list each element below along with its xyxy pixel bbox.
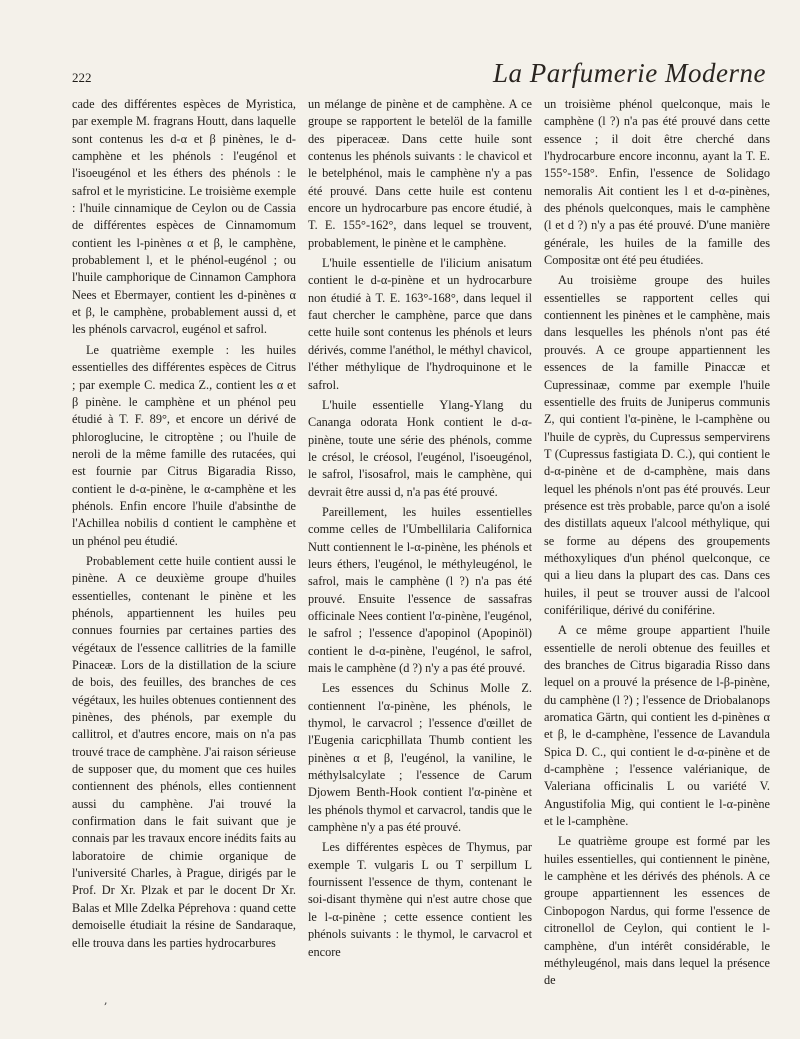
paragraph: Pareillement, les huiles essentielles comme celles de l'Umbellilaria Californica Nutt contiennent le l-α-pinène, les phénols et leurs éthers, l'eugénol, le méthyleugénol, le safrol, mais le camphène (l ?) n'a pas été prouvé. Ensuite l'essence de sassafras officinale Nees contient l'α-pinène, l'eugénol, le safrol ; l'essence d'apopinol (Apopinöl) contient le d-α-pinène, l'eugénol, le safrol, mais le camphène (d ?) n'y a pas été prouvé.	[308, 504, 532, 675]
paragraph: un mélange de pinène et de camphène. A ce groupe se rapportent le betelöl de la famille des piperaceæ. Dans cette huile sont contenus les phénols suivants : le chavicol et le betelphénol, mais le camphène n'y a pas été prouvé. Dans cette huile est contenu encore un hydrocarbure pas encore étudié, à T. E. 155°-162°, dans lequel se trouvent, probablement, le pinène et le camphène.	[308, 97, 532, 250]
print-speck: ,	[104, 994, 108, 1007]
journal-title: La Parfumerie Moderne	[493, 58, 766, 88]
paragraph: A ce même groupe appartient l'huile essentielle de neroli obtenue des feuilles et des branches de Citrus bigaradia Risso dans lequel on a prouvé la présence de l-β-pinène, du camphène (l ?) ; l'essence de Driobalanops aromatica Gärtn, qui contient les d-pinènes α et β, le d-camphène, l'essence de Lavandula Spica D. C., qui contient le d-α-pinène et de d-camphène ; l'essence valérianique, de Valeriana officinalis L ou variété V. Angustifolia Mig, qui contient le l-α-pinène et le l-camphène.	[544, 623, 770, 829]
page-number: 222	[72, 70, 92, 85]
text-column-3	[544, 96, 770, 990]
paragraph: Au troisième groupe des huiles essentielles se rapportent celles qui contiennent les pinènes et le camphène, mais dans lesquelles les phénols n'ont pas été prouvés. A ce groupe appartiennent les essences de la famille Pinaccæ et Cupressinaæ, comme par exemple l'huile essentielle des fruits de Juniperus communis Z, qui contient l'α-pinène, le l-camphène ou l'huile de cyprès, du Cupressus sempervirens T (Cupressus fastigiata D. C.), qui contient le d-α-pinène et de d-camphène, mais dans lequel les phénols n'ont pas été prouvés. Leur présence est très probable, parce qu'on a isolé des distillats aqueux l'alcool méthylique, qui se forme au dépens des groupements méthoxyliques d'un phénol quelconque, ce qui a lieu dans la plupart des cas. Dans ces huiles, il peut se trouver aussi de l'alcool coniférilique, dérivé du coniférine.	[544, 273, 770, 617]
paragraph: Le quatrième exemple : les huiles essentielles des différentes espèces de Citrus ; par exemple C. medica Z., contient les α et β pinène. le camphène et un phénol peu étudié à T. F. 89°, et encore un dérivé de phloroglucine, le citroptène ; ou l'huile de neroli de la même famille des rutacées, qui est fournie par Citrus Bigaradia Risso, contient le d-α-pinène, le α-camphène et les phénols. Enfin encore l'huile d'absinthe de l'Achillea nobilis d contient le camphène et un phénol peu étudié.	[72, 342, 296, 548]
article-body	[72, 96, 772, 996]
text-column-2	[308, 96, 532, 961]
paragraph: Probablement cette huile contient aussi le pinène. A ce deuxième groupe d'huiles essentielles, contenant le pinène et les phénols, appartiennent les huiles peu connues fournies par certaines parties des végétaux de l'essence callitries de la famille Pinaceæ. Lors de la distillation de la sciure de bois, des feuilles, des branches de ces végétaux, les huiles obtenues contiennent des pinènes, des phénols, par exemple du callitrol, et d'autres encore, mais on n'a pas trouvé trace de camphène. J'ai raison sérieuse de supposer que, du moment que ces huiles contiennent des phénols, elles contiennent aussi du camphène. J'ai trouvé la confirmation dans le fait suivant que je connais par les travaux encore inédits faits au laboratoire de chimie organique de l'université Charles, à Prague, dirigés par le Prof. Dr Xr. Plzak et par le docent Dr Xr. Balas et Mlle Zdelka Péprehova : quand cette demoiselle étudiait la résine de Sandaraque, elle trouva dans les parties hydrocarbures	[72, 553, 296, 950]
paragraph: cade des différentes espèces de Myristica, par exemple M. fragrans Houtt, dans laquelle sont contenus les d-α et β pinènes, le d-camphène et les phénols : l'eugénol et l'isoeugénol et les éthers des phénols : le safrol et le myristicine. Le troisième exemple : l'huile cinnamique de Ceylon ou de Cassia de différentes espèces de Cinnamomum contient les l-pinènes α et β, le camphène, probablement l, et le phénol-eugénol ; ou l'huile camphorique de Cinnamon Camphora Nees et Ebermayer, contient les d-pinènes α et β, le camphène, probablement aussi d, et les phénols carvacrol, eugénol et safrol.	[72, 97, 296, 337]
paragraph: Le quatrième groupe est formé par les huiles essentielles, qui contiennent le pinène, le camphène et les dérivés des phénols. A ce groupe appartiennent les essences de Cinbopogon Nardus, qui forme l'essence de citronellol de Ceylon, qui contient le l-camphène, d'un intérêt considérable, le méthyleugénol, mais dans lequel la présence de	[544, 834, 770, 988]
paragraph: Les différentes espèces de Thymus, par exemple T. vulgaris L ou T serpillum L fournissent l'essence de thym, contenant le soi-disant thymène qui n'est autre chose que le l-α-pinène ; cette essence contient les phénols suivants : le thymol, le carvacrol et encore	[308, 840, 532, 959]
text-column-1	[72, 96, 296, 952]
page-header	[72, 58, 772, 92]
paragraph: Les essences du Schinus Molle Z. contiennent l'α-pinène, les phénols, le thymol, le carvacrol ; l'essence d'œillet de l'Eugenia caricphillata Thumb contient les pinènes α et β, l'eugénol, la vaniline, le méthylsalcylate ; l'essence de Carum Djowem Benth-Hook contient l'α-pinène et les phénols thymol et carvacrol, tandis que le camphène n'y a pas été prouvé.	[308, 681, 532, 835]
paragraph: L'huile essentielle Ylang-Ylang du Cananga odorata Honk contient le d-α-pinène, toute une série des phénols, comme le crésol, le créosol, l'eugénol, l'isoeugénol, le safrol, l'isosafrol, mais le camphène, qui devrait être aussi d, n'a pas été prouvé.	[308, 397, 532, 499]
paragraph: L'huile essentielle de l'ilicium anisatum contient le d-α-pinène et un hydrocarbure non étudié à T. E. 163°-168°, dans lequel il faut chercher le camphène, parce que dans cette huile sont contenus les phénols et leurs dérivés, comme l'anéthol, le méthyl chavicol, l'éther méthylique de l'hydroquinone et le safrol.	[308, 256, 532, 392]
paragraph: un troisième phénol quelconque, mais le camphène (l ?) n'a pas été prouvé dans cette essence ; il doit être cherché dans l'hydrocarbure encore inconnu, ayant la T. E. 155°-158°. Enfin, l'essence de Solidago nemoralis Ait contient les l et d-α-pinènes, des phénols quelconques, mais le camphène (l et d ?) n'y a pas été prouvé. D'une manière générale, les huiles de la famille des Compositæ ont été peu étudiées.	[544, 97, 770, 268]
